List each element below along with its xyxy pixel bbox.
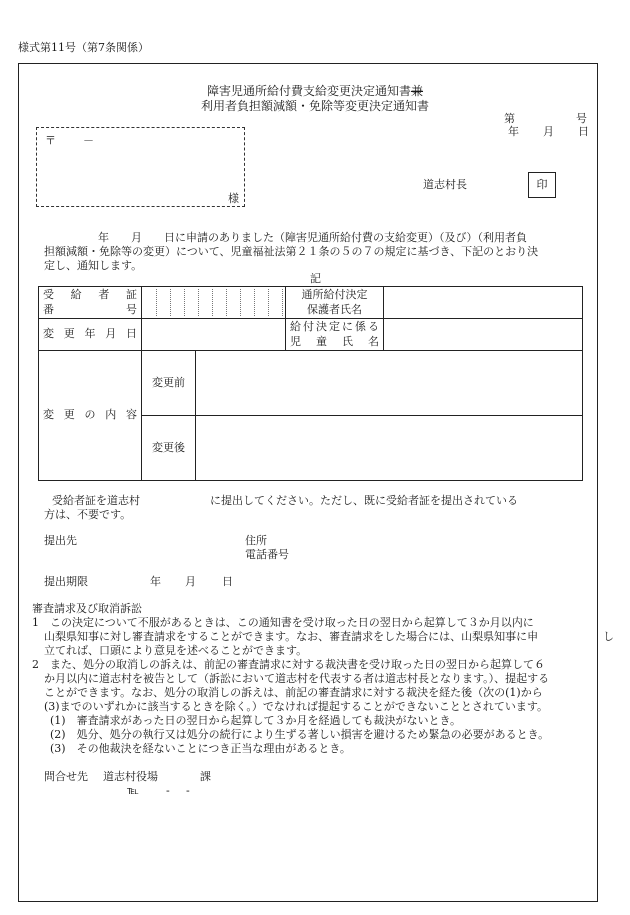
appeal-p2-line1: 2 また、処分の取消しの訴えは、前記の審査請求に対する裁決書を受け取った日の翌日から起算して６ — [32, 658, 545, 671]
date-day: 日 — [578, 125, 589, 138]
issuer-name: 道志村長 — [423, 178, 467, 191]
change-details-table — [38, 286, 583, 481]
doc-number-go: 号 — [576, 112, 587, 125]
appeal-p2-line2: か月以内に道志村を被告として（訴訟において道志村を代表する者は道志村長となります。）、提起する — [44, 672, 550, 685]
after-value[interactable] — [196, 416, 583, 481]
submit-phone-label: 電話番号 — [245, 548, 289, 561]
contact-office: 道志村役場 — [103, 770, 158, 783]
before-value[interactable] — [196, 351, 583, 416]
deadline-year: 年 — [150, 575, 161, 588]
table-row-change-date — [39, 319, 583, 351]
appeal-p2-line3: ことができます。なお、処分の取消しの訴えは、前記の審査請求に対する裁決を経た後（次の(1)から — [44, 686, 543, 699]
title-main: 障害児通所給付費支給変更決定通知書 — [206, 84, 411, 98]
contact-label: 問合せ先 — [44, 770, 88, 783]
ki-heading: 記 — [310, 272, 321, 285]
appeal-p1-line2-tail: し — [603, 630, 614, 643]
submit-line1-a: 受給者証を道志村 — [52, 494, 140, 507]
appeal-p1-line2: 山梨県知事に対し審査請求をすることができます。なお、審査請求をした場合には、山梨県知事に申 — [44, 630, 539, 643]
table-row-recipient — [39, 287, 583, 319]
appeal-sub-1: (1) 審査請求があった日の翌日から起算して３か月を経過しても裁決がないとき。 — [50, 714, 462, 727]
recipient-no-value[interactable] — [142, 287, 286, 319]
recipient-address-box — [36, 127, 245, 207]
appeal-heading: 審査請求及び取消訴訟 — [32, 602, 142, 615]
postal-mark: 〒 — [45, 134, 56, 147]
appeal-sub-2: (2) 処分、処分の執行又は処分の続行により生ずる著しい損害を避けるため緊急の必要があるとき。 — [50, 728, 550, 741]
appeal-p1-line1: 1 この決定について不服があるときは、この通知書を受け取った日の翌日から起算して３か月以内に — [32, 616, 534, 629]
change-content-label: 変更の内容 — [39, 351, 142, 481]
submit-address-label: 住所 — [245, 534, 267, 547]
postal-dash: － — [83, 134, 94, 147]
intro-line-1: 年 月 日に申請のありました（障害児通所給付費の支給変更）（及び）（利用者負 — [98, 231, 527, 244]
title-struck-char: 兼 — [411, 84, 424, 98]
recipient-no-label: 受給者証 番号 — [39, 287, 142, 319]
guardian-name-value[interactable] — [384, 287, 583, 319]
date-month: 月 — [543, 125, 554, 138]
submit-line1-b: に提出してください。ただし、既に受給者証を提出されている — [210, 494, 518, 507]
doc-number-dai: 第 — [504, 112, 515, 125]
appeal-p1-line3: 立てれば、口頭により意見を述べることができます。 — [44, 644, 308, 657]
contact-tel-dash-2: - — [186, 784, 190, 797]
child-name-label: 給付決定に係る 児童氏名 — [286, 319, 384, 351]
submit-dest-label: 提出先 — [44, 534, 77, 547]
form-number-label: 様式第11号（第7条関係） — [18, 41, 149, 54]
contact-tel-dash-1: - — [166, 784, 170, 797]
date-year: 年 — [508, 125, 519, 138]
deadline-month: 月 — [185, 575, 196, 588]
document-title-line2: 利用者負担額減額・免除等変更決定通知書 — [200, 99, 429, 113]
table-row-change-before — [39, 351, 583, 416]
appeal-sub-3: (3) その他裁決を経ないことにつき正当な理由があるとき。 — [50, 742, 351, 755]
deadline-day: 日 — [222, 575, 233, 588]
change-date-value[interactable] — [142, 319, 286, 351]
change-date-label: 変更年月日 — [39, 319, 142, 351]
seal-box: 印 — [528, 172, 556, 198]
guardian-name-label: 通所給付決定 保護者氏名 — [286, 287, 384, 319]
child-name-value[interactable] — [384, 319, 583, 351]
document-title-line1 — [0, 83, 630, 99]
after-label: 変更後 — [142, 416, 196, 481]
submit-line2: 方は、不要です。 — [44, 508, 132, 521]
intro-line-3: 定し、通知します。 — [44, 259, 143, 272]
submit-deadline-label: 提出期限 — [44, 575, 88, 588]
honorific-sama: 様 — [228, 192, 239, 205]
appeal-p2-line4: (3)までのいずれかに該当するときを除く。）でなければ提起することができないこととされています。 — [44, 700, 548, 713]
contact-ka: 課 — [200, 770, 211, 783]
intro-line-2: 担額減額・免除等の変更）について、児童福祉法第２１条の５の７の規定に基づき、下記のとおり決 — [44, 245, 539, 258]
contact-tel-icon: ℡ — [127, 784, 139, 797]
before-label: 変更前 — [142, 351, 196, 416]
